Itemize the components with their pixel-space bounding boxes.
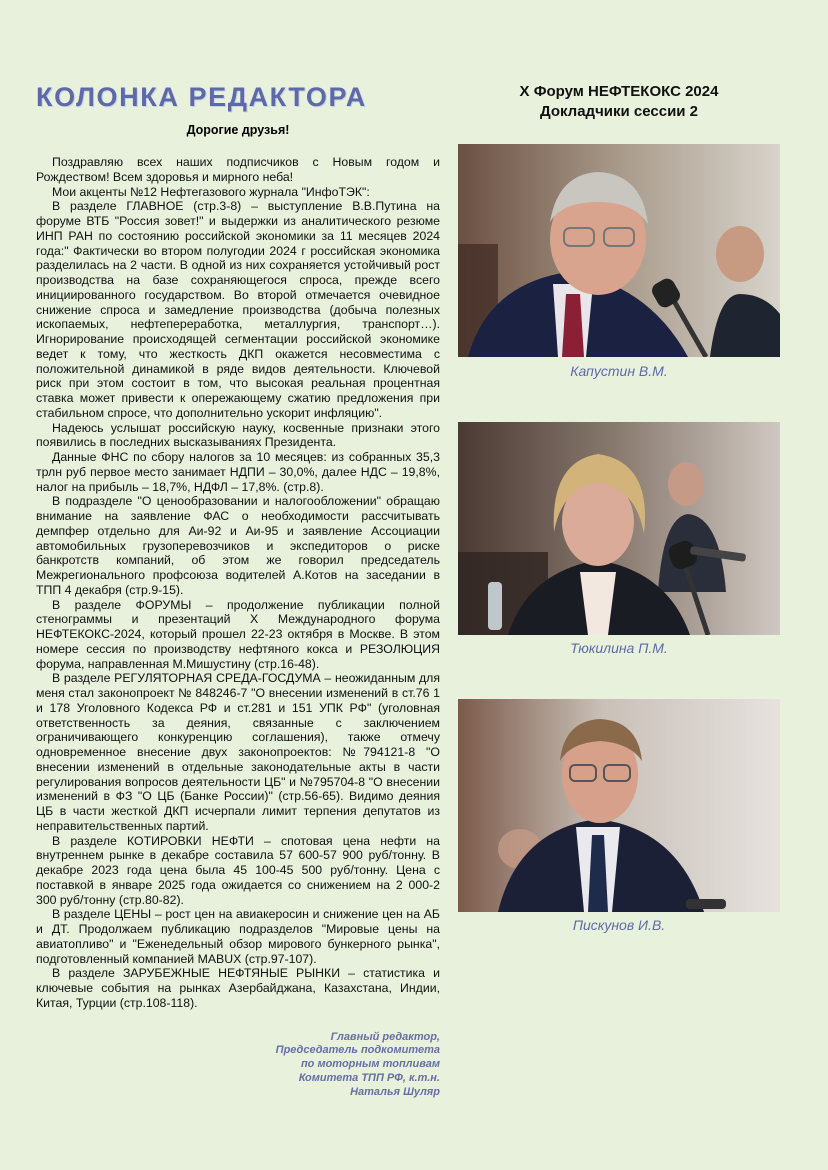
paragraph: Надеюсь услышат российскую науку, косвенные признаки этого появились в последних высказываниях Президента. xyxy=(36,420,440,450)
speaker-caption: Пискунов И.В. xyxy=(572,917,666,933)
paragraph: Данные ФНС по сбору налогов за 10 месяцев: из собранных 35,3 трлн руб первое место занимает НДПИ – 30,0%, далее НДС – 19,8%, налог на прибыль – 18,7%, НДФЛ – 17,8%. (стр.8). xyxy=(36,450,440,494)
forum-title xyxy=(458,82,780,121)
paragraph: В разделе ЗАРУБЕЖНЫЕ НЕФТЯНЫЕ РЫНКИ – статистика и ключевые события на рынках Азербайджана, Казахстана, Индии, Китая, Турции (стр.108-118). xyxy=(36,966,440,1010)
signature-line: Председатель подкомитета xyxy=(275,1044,440,1057)
speaker-caption: Тюкилина П.М. xyxy=(570,640,668,656)
editor-signature xyxy=(36,1031,440,1101)
column-title: КОЛОНКА РЕДАКТОРА xyxy=(36,82,367,112)
signature-line: по моторным топливам xyxy=(300,1058,440,1071)
forum-column xyxy=(458,82,780,933)
paragraph: В разделе РЕГУЛЯТОРНАЯ СРЕДА-ГОСДУМА – неожиданным для меня стал законопроект № 848246-7 "О внесении изменений в ст.76 1 и 178 Уголовного Кодекса РФ и ст.281 и 151 УПК РФ" (уголовная ответственность за деяния, связанные с заключением ограничивающего конкуренцию соглашения), также отмечу одновременное внесение двух законопроектов: №794121-8 "О внесении изменений в отдельные законодательные акты в части регулирования вопросов деятельности ЦБ" и №795704-8 "О внесении изменений в ФЗ "О ЦБ (Банке России)" (стр.56-65). Видимо деяния ЦБ в части жесткой ДКП исчерпали лимит терпения депутатов из неправительственных партий. xyxy=(36,671,440,833)
speaker-photo-3 xyxy=(458,699,780,912)
paragraph: Мои акценты №12 Нефтегазового журнала "ИнфоТЭК": xyxy=(52,184,370,199)
editor-column xyxy=(36,82,440,1100)
paragraph: В подразделе "О ценообразовании и налогообложении" обращаю внимание на заявление ФАС о необходимости рассчитывать демпфер отдельно для Аи-92 и Аи-95 и заявление Ассоциации автомобильных грузоперевозчиков и экспедиторов о риске банкротств компаний, об этом же говорил председатель Межрегионального профсоюза водителей А.Котов на заседании в ТПП 4 декабря (стр.9-15). xyxy=(36,494,440,597)
paragraph: В разделе ГЛАВНОЕ (стр.3-8) – выступление В.В.Путина на форуме ВТБ "Россия зовет!" и выдержки из аналитического резюме ИНП РАН по состоянию российской экономики за 11 месяцев 2024 года:" Фактически во втором полугодии 2024 г российская экономика разделилась на 2 части. В одной из них сохраняется устойчивый рост производства на базе сохраняющегося спроса, прежде всего инициированного государством. Во второй отмечается очевидное снижение спроса и замедление производства (добыча полезных ископаемых, нефтепереработка, металлургия, транспорт…). Игнорирование происходящей сегментации российской экономике ведет к тому, что жесткость ДКП окажется несовместима с положительной динамикой в ряде видов деятельности. Ключевой риск при этом состоит в том, что высокая реальная процентная ставка может привести к опережающему сжатию предложения при стабильном спросе, что дополнительно ускорит инфляцию". xyxy=(36,199,440,420)
column-body xyxy=(36,155,440,1011)
speaker-photo-1 xyxy=(458,144,780,357)
signature-line: Главный редактор, xyxy=(330,1030,440,1043)
greeting: Дорогие друзья! xyxy=(186,123,290,137)
signature-line: Комитета ТПП РФ, к.т.н. xyxy=(298,1072,440,1085)
speaker-caption: Капустин В.М. xyxy=(570,363,668,379)
signature-name: Наталья Шуляр xyxy=(350,1086,440,1099)
paragraph: Поздравляю всех наших подписчиков с Новым годом и Рождеством! Всем здоровья и мирного неба! xyxy=(36,155,440,184)
speaker-photo-2 xyxy=(458,422,780,635)
forum-title-line: X Форум НЕФТЕКОКС 2024 xyxy=(519,83,719,100)
paragraph: В разделе ФОРУМЫ – продолжение публикации полной стенограммы и презентаций X Международного форума НЕФТЕКОКС-2024, который прошел 22-23 октября в Москве. В этом номере сессия по производству нефтяного кокса и РЕЗОЛЮЦИЯ форума, направленная М.Мишустину (стр.16-48). xyxy=(36,597,440,671)
paragraph: В разделе КОТИРОВКИ НЕФТИ – спотовая цена нефти на внутреннем рынке в декабре составила 57 600-57 900 руб/тонну. В декабре 2023 года цена была 45 100-45 500 руб/тонну. Цена с поставкой в январе 2025 года ожидается со снижением на 2 000-2 300 руб/тонну (стр.80-82). xyxy=(36,833,440,907)
paragraph: В разделе ЦЕНЫ – рост цен на авиакеросин и снижение цен на АБ и ДТ. Продолжаем публикацию подразделов "Мировые цены на авиатопливо" и "Еженедельный обзор мирового бункерного рынка", подготовленный компанией MABUX (стр.97-107). xyxy=(36,907,440,966)
forum-subtitle-line: Докладчики сессии 2 xyxy=(539,102,699,120)
